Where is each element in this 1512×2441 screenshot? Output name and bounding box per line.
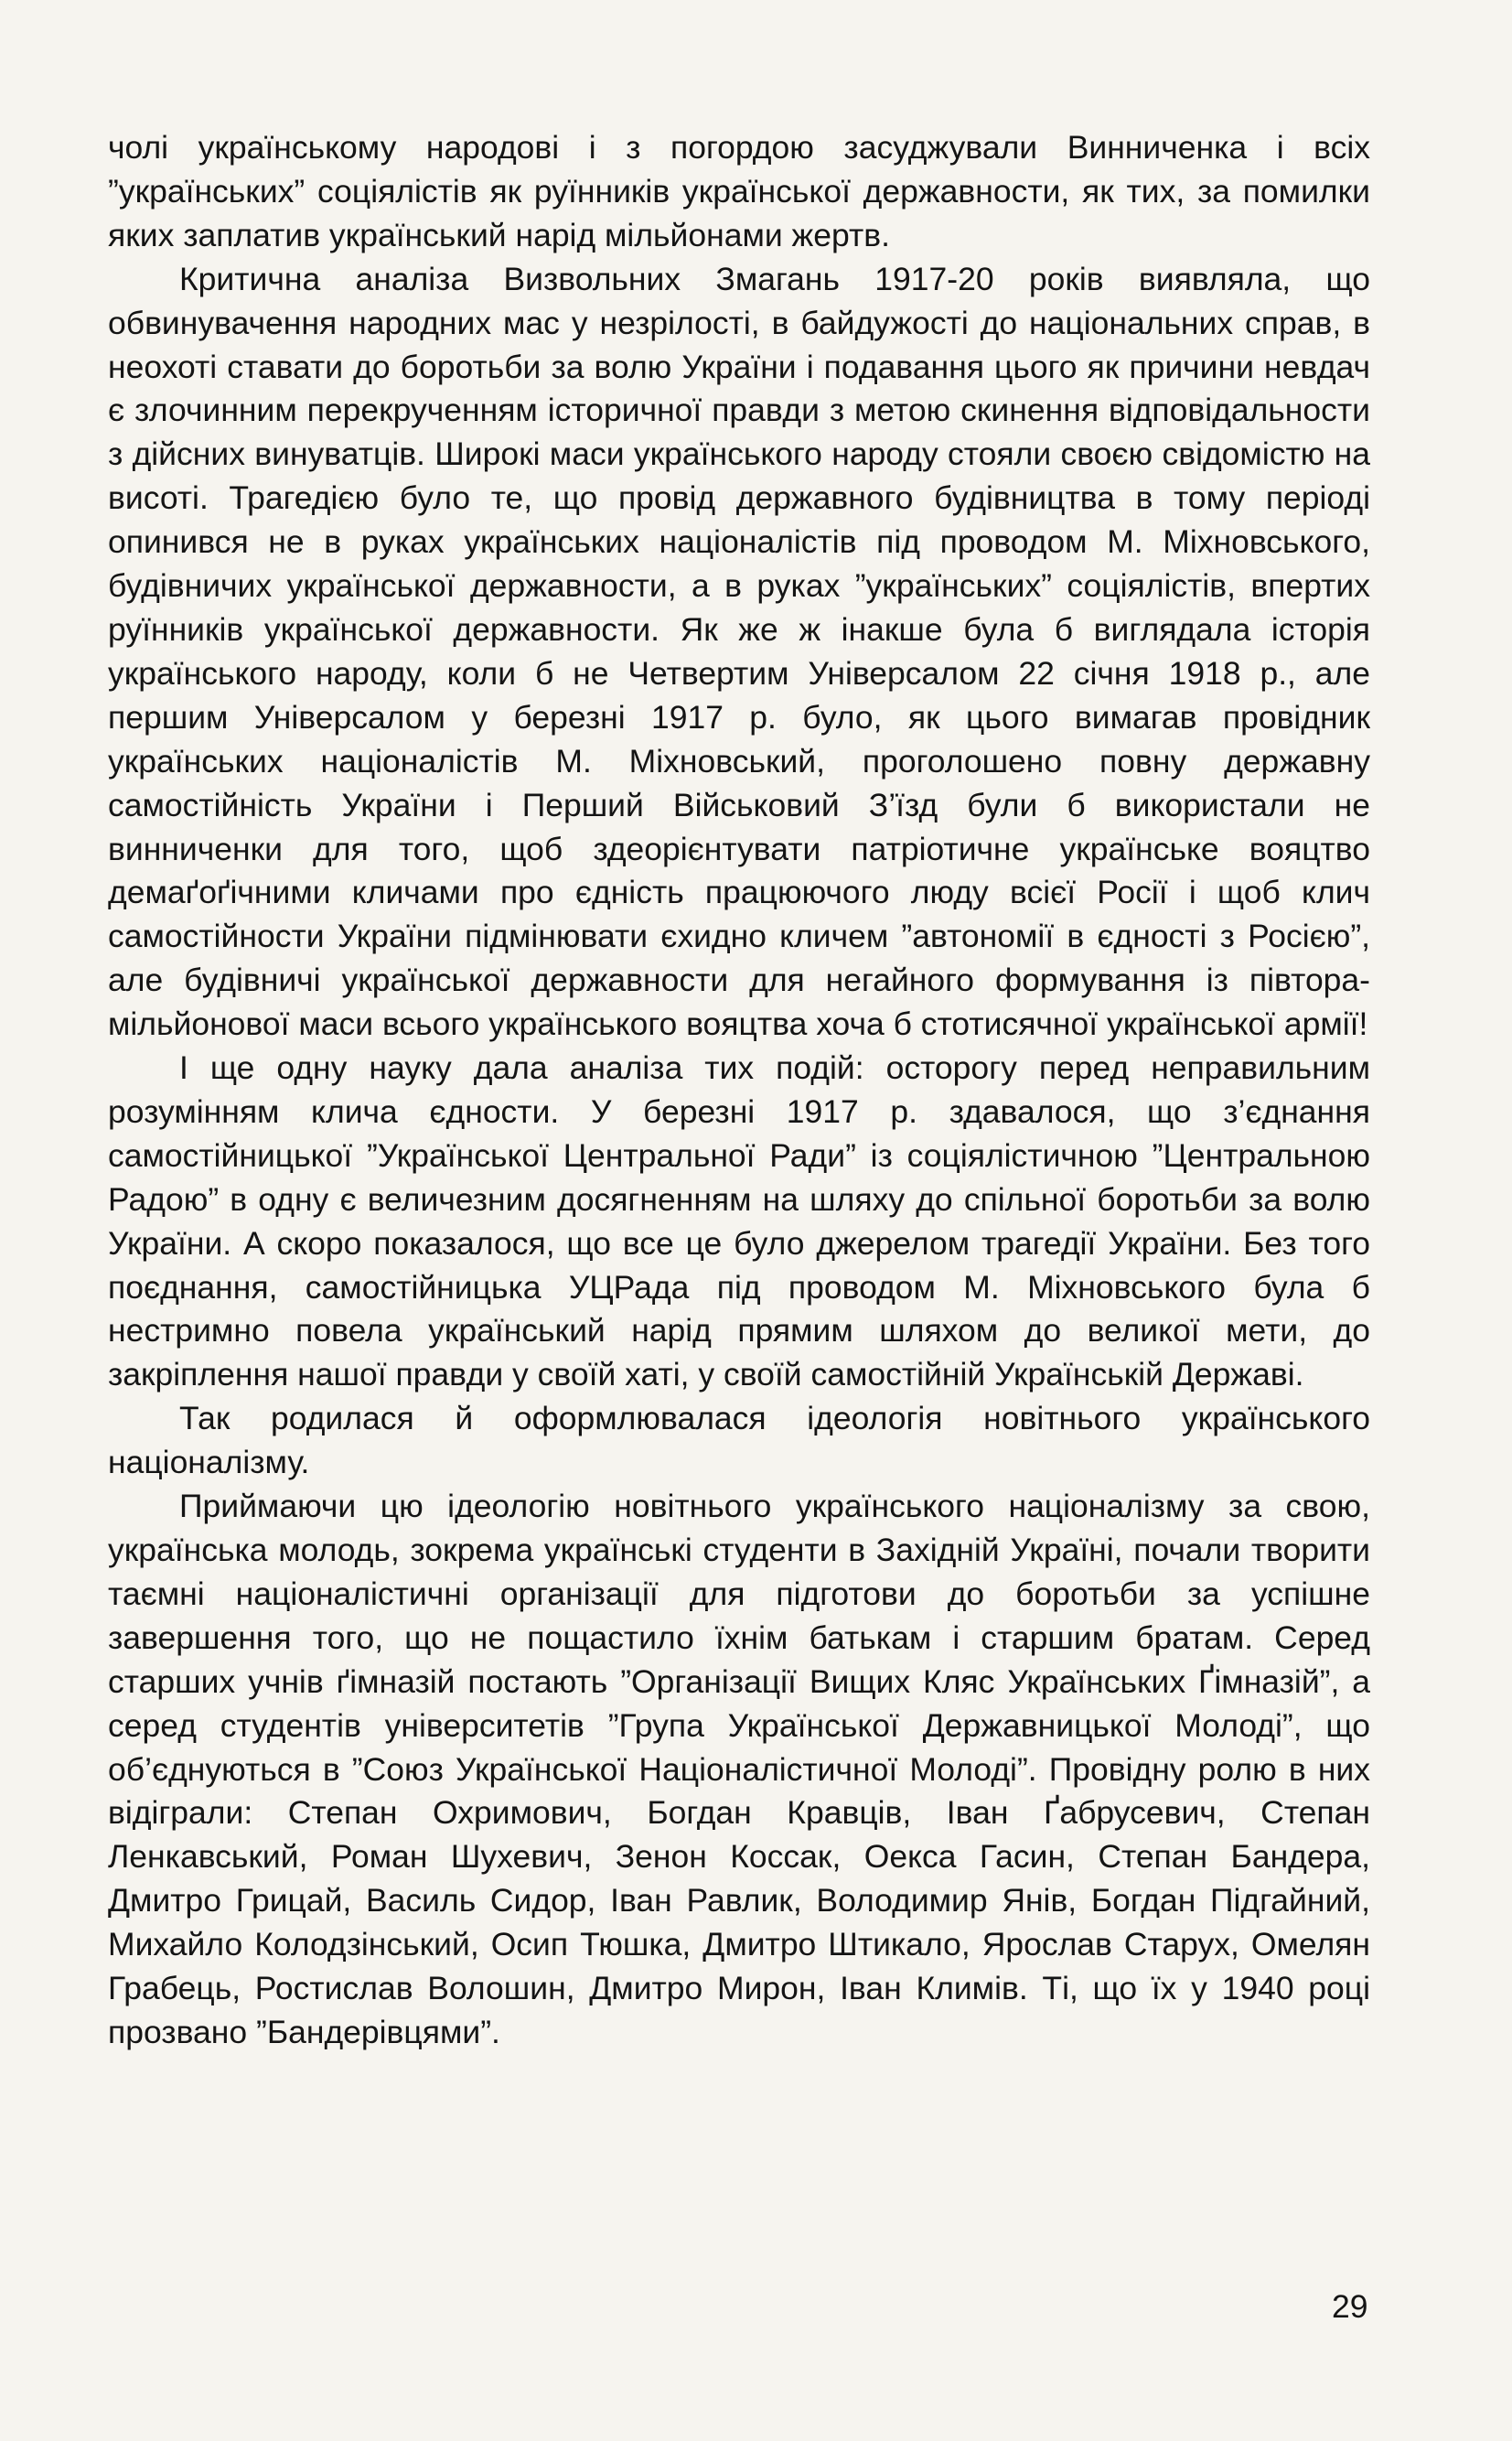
- paragraph-5: Приймаючи цю ідеологію новітнього українського націоналізму за свою, українська молодь, зокрема українські студенти в Західній Україні, почали творити таємні націоналістичні організації для підготови до боротьби за успішне завершення того, що не пощастило їхнім батькам і старшим братам. Серед старших учнів ґімназій постають ”Організації Вищих Кляс Українських Ґімназій”, а серед студентів університетів ”Група Української Державницької Молоді”, що об’єднуються в ”Союз Української Націоналістичної Молоді”. Провідну ролю в них відіграли: Степан Охримович, Богдан Кравців, Іван Ґабрусевич, Степан Ленкавський, Роман Шухевич, Зенон Коссак, Оекса Гасин, Степан Бандера, Дмитро Грицай, Василь Сидор, Іван Равлик, Володимир Янів, Богдан Підгайний, Михайло Колодзінський, Осип Тюшка, Дмитро Штикало, Ярослав Старух, Омелян Грабець, Ростислав Волошин, Дмитро Мирон, Іван Климів. Ті, що їх у 1940 році прозвано ”Бандерівцями”.: [108, 1488, 1370, 2050]
- page-number: 29: [1332, 2288, 1368, 2325]
- page-body: [108, 126, 1370, 2055]
- paragraph-4: Так родилася й оформлювалася ідеологія новітнього українського націоналізму.: [108, 1400, 1370, 1481]
- paragraph-3: І ще одну науку дала аналіза тих подій: осторогу перед неправильним розумінням клича єдности. У березні 1917 р. здавалося, що з’єднання самостійницької ”Української Центральної Ради” із соціялістичною ”Центральною Радою” в одну є величезним досягненням на шляху до спільної боротьби за волю України. А скоро показалося, що все це було джерелом трагедії України. Без того поєднання, самостійницька УЦРада під проводом М. Міхновського була б нестримно повела український нарід прямим шляхом до великої мети, до закріплення нашої правди у своїй хаті, у своїй самостійній Українській Державі.: [108, 1049, 1370, 1393]
- paragraph-1: чолі українському народові і з погордою засуджували Винниченка і всіх ”українських” соціялістів як руїнників української державности, як тих, за помилки яких заплатив український нарід мільйонами жертв.: [108, 129, 1370, 253]
- paragraph-2: Критична аналіза Визвольних Змагань 1917-20 років виявляла, що обвинувачення народних мас у незрілості, в байдужості до національних справ, в неохоті ставати до боротьби за волю України і подавання цього як причини невдач є злочинним перекрученням історичної правди з метою скинення відповідальности з дійсних винуватців. Широкі маси українського народу стояли своєю свідомістю на висоті. Трагедією було те, що провід державного будівництва в тому періоді опинився не в руках українських націоналістів під проводом М. Міхновського, будівничих української державности, а в руках ”українських” соціялістів, впертих руїнників української державности. Як же ж інакше була б виглядала історія українського народу, коли б не Четвертим Універсалом 22 січня 1918 р., але першим Універсалом у березні 1917 р. було, як цього вимагав провідник українських націоналістів М. Міхновський, проголошено повну державну самостійність України і Перший Військовий З’їзд були б використали не винниченки для того, щоб здеорієнтувати патріотичне українське вояцтво демаґоґічними кличами про єдність працюючого люду всієї Росії і щоб клич самостійности України підмінювати єхидно кличем ”автономії в єдності з Росією”, але будівничі української державности для негайного формування із півтора-мільйонової маси всього українського вояцтва хоча б стотисячної української армії!: [108, 260, 1370, 1043]
